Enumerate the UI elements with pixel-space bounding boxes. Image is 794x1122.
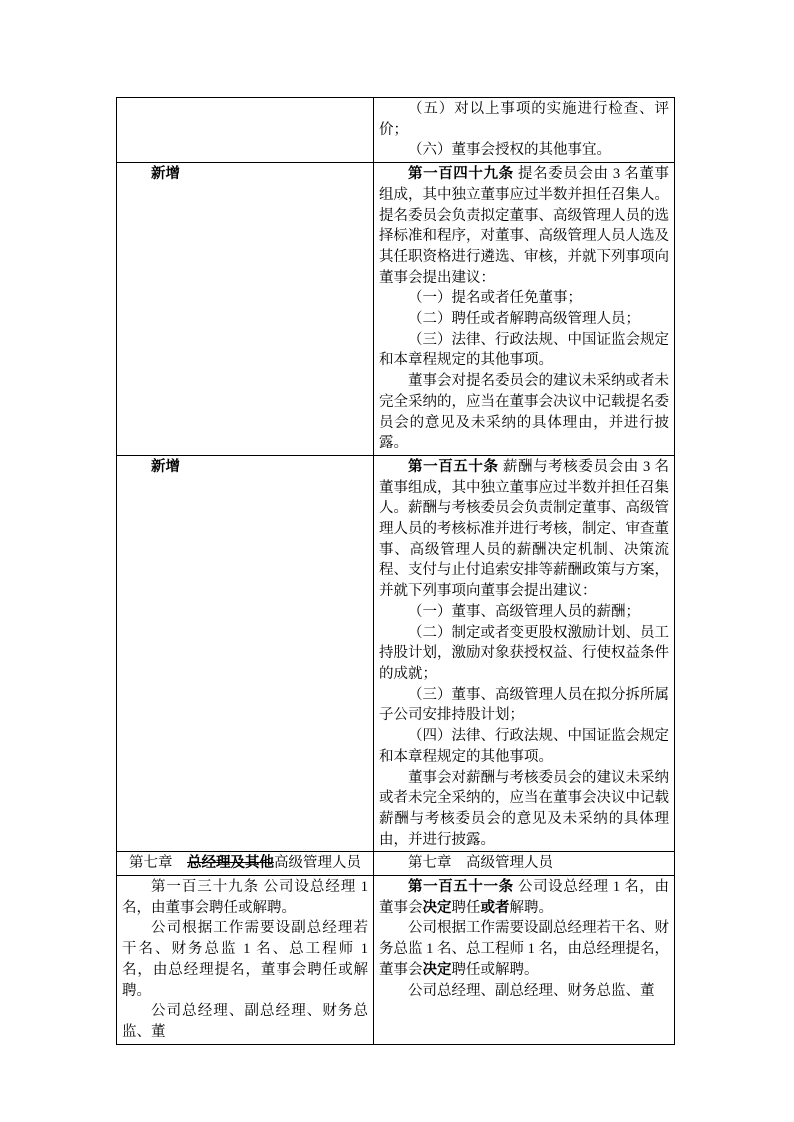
text-run: 第七章 bbox=[129, 855, 187, 872]
comparison-table bbox=[116, 97, 675, 1045]
text-run: 公司根据工作需要设副总经理若干名、财务总监 1 名、总工程师 1 名，由总经理提名，董事会 bbox=[379, 920, 669, 978]
text-run: （三）董事、高级管理人员在拟分拆所属子公司安排持股计划； bbox=[379, 686, 669, 724]
left-cell bbox=[117, 98, 374, 163]
paragraph bbox=[122, 164, 368, 185]
text-run: 公司总经理、副总经理、财务总监、董 bbox=[122, 1003, 368, 1040]
paragraph bbox=[122, 877, 368, 918]
text-run: （六）董事会授权的其他事宜。 bbox=[408, 142, 611, 159]
right-cell bbox=[374, 163, 675, 456]
text-run: 或者 bbox=[480, 899, 510, 916]
right-cell bbox=[374, 98, 675, 163]
text-run: 解聘。 bbox=[509, 899, 553, 916]
paragraph bbox=[379, 853, 669, 874]
text-run: （一）提名或者任免董事； bbox=[408, 290, 582, 307]
paragraph bbox=[379, 330, 669, 371]
text-run: 新增 bbox=[151, 166, 180, 183]
text-run: 决定 bbox=[422, 899, 452, 916]
text-run: 董事会对薪酬与考核委员会的建议未采纳或者未完全采纳的，应当在董事会决议中记载薪酬与考核委员会的意见及未采纳的具体理由，并进行披露。 bbox=[379, 769, 669, 848]
table-row bbox=[117, 455, 675, 851]
text-run: 总经理及其他 bbox=[187, 855, 274, 872]
paragraph bbox=[379, 726, 669, 767]
text-run: （五）对以上事项的实施进行检查、评价； bbox=[379, 101, 669, 138]
table-row bbox=[117, 852, 675, 876]
text-run: 提名委员会由 3 名董事组成，其中独立董事应过半数并担任召集人。提名委员会负责拟定董事、高级管理人员的选择标准和程序，对董事、高级管理人员人选及其任职资格进行遴选、审核，并就下列事项向董事会提出建议： bbox=[379, 166, 670, 286]
paragraph bbox=[379, 99, 669, 140]
text-run: 董事会对提名委员会的建议未采纳或者未完全采纳的，应当在董事会决议中记载提名委员会的意见及未采纳的具体理由，并进行披露。 bbox=[379, 373, 669, 452]
right-cell bbox=[374, 455, 675, 851]
text-run: 第一百四十九条 bbox=[408, 166, 518, 183]
right-cell bbox=[374, 876, 675, 1045]
paragraph bbox=[379, 877, 669, 918]
text-run: 第七章 高级管理人员 bbox=[408, 855, 553, 872]
paragraph bbox=[379, 602, 669, 623]
text-run: 公司设总经理 1 名，由董事会 bbox=[379, 879, 670, 916]
paragraph bbox=[122, 457, 368, 478]
paragraph bbox=[122, 1001, 368, 1042]
left-cell bbox=[117, 163, 374, 456]
paragraph bbox=[379, 164, 669, 288]
paragraph bbox=[379, 140, 669, 161]
paragraph bbox=[379, 918, 669, 980]
right-cell bbox=[374, 852, 675, 876]
text-run: （二）制定或者变更股权激励计划、员工持股计划，激励对象获授权益、行使权益条件的成就； bbox=[379, 624, 669, 682]
text-run: 第一百五十条 bbox=[408, 458, 503, 475]
paragraph bbox=[379, 288, 669, 309]
text-run: 决定 bbox=[422, 961, 452, 978]
text-run: 公司总经理、副总经理、财务总监、董 bbox=[408, 982, 655, 999]
text-run: 薪酬与考核委员会由 3 名董事组成，其中独立董事应过半数并担任召集人。薪酬与考核委员会负责制定董事、高级管理人员的考核标准并进行考核，制定、审查董事、高级管理人员的薪酬决定机制、决策流程、支付与止付追索安排等薪酬政策与方案，并就下列事项向董事会提出建议： bbox=[379, 458, 670, 600]
text-run: 聘任 bbox=[451, 899, 481, 916]
paragraph bbox=[379, 768, 669, 851]
paragraph bbox=[122, 918, 368, 1001]
left-cell bbox=[117, 455, 374, 851]
table-body bbox=[117, 98, 675, 1045]
text-run: 公司根据工作需要设副总经理若干名、财务总监 1 名、总工程师 1 名，由总经理提名，董事会聘任或解聘。 bbox=[122, 920, 368, 999]
table-row bbox=[117, 98, 675, 163]
paragraph bbox=[379, 371, 669, 454]
text-run: （三）法律、行政法规、中国证监会规定和本章程规定的其他事项。 bbox=[379, 331, 669, 369]
paragraph bbox=[379, 685, 669, 726]
text-run: 新增 bbox=[151, 458, 180, 475]
left-cell bbox=[117, 876, 374, 1045]
paragraph bbox=[379, 457, 669, 602]
left-cell bbox=[117, 852, 374, 876]
paragraph bbox=[122, 853, 368, 874]
paragraph bbox=[379, 309, 669, 330]
text-run: 第一百五十一条 bbox=[408, 879, 514, 896]
text-run: （二）聘任或者解聘高级管理人员； bbox=[408, 311, 640, 328]
table-row bbox=[117, 163, 675, 456]
text-run: 第一百三十九条 公司设总经理 1 名，由董事会聘任或解聘。 bbox=[122, 879, 368, 916]
text-run: 高级管理人员 bbox=[274, 855, 361, 872]
table-row bbox=[117, 876, 675, 1045]
text-run: 聘任或解聘。 bbox=[451, 961, 539, 978]
paragraph bbox=[379, 623, 669, 685]
text-run: （四）法律、行政法规、中国证监会规定和本章程规定的其他事项。 bbox=[379, 728, 669, 765]
paragraph bbox=[379, 981, 669, 1002]
text-run: （一）董事、高级管理人员的薪酬； bbox=[408, 603, 640, 620]
